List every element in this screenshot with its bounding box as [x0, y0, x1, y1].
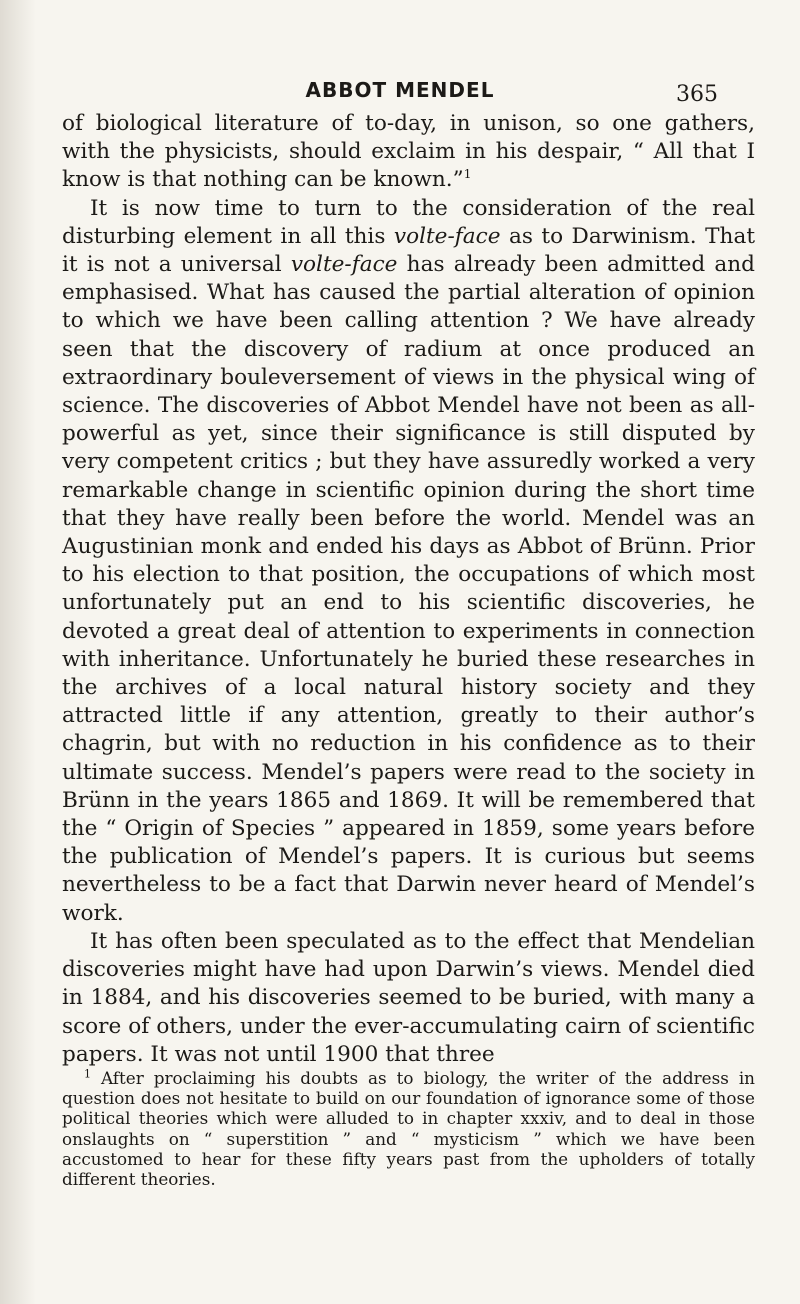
footnote-marker-1: 1: [84, 1067, 91, 1081]
italic-term-volte-face-1: volte-face: [393, 223, 501, 249]
paragraph-2-text-b: as to Darwinism. That it is not a universal: [62, 223, 755, 278]
page-gutter-shadow: [0, 0, 36, 1304]
footnote-1-text: After proclaiming his doubts as to biology, the writer of the address in question does not hesitate to build on our foundation of ignorance some of those political theories which were alluded to in chapter xxxiv, and to deal in those onslaughts on “ superstition ” and “ mysticism ” which we have been accustomed to hear for these fifty years past from the upholders of totally different theories.: [62, 1068, 755, 1190]
footnotes: [62, 1068, 755, 1189]
paragraph-2-text-c: has already been admitted and emphasised. What has caused the partial alteration of opinion to which we have been calling attention ? We have already seen that the discovery of radium at once produced an extraordinary bouleversement of views in the physical wing of science. The discoveries of Abbot Mendel have not been as all-powerful as yet, since their significance is still disputed by very competent critics ; but they have assuredly worked a very remarkable change in scientific opinion during the short time that they have really been before the world. Mendel was an Augustinian monk and ended his days as Abbot of Brünn. Prior to his election to that position, the occupations of which most unfortunately put an end to his scientific discoveries, he devoted a great deal of attention to experiments in connection with inheritance. Unfortunately he buried these researches in the archives of a local natural history society and they attracted little if any attention, greatly to their author’s chagrin, but with no reduction in his confidence as to their ultimate success. Mendel’s papers were read to the society in Brünn in the years 1865 and 1869. It will be remembered that the “ Origin of Species ” appeared in 1859, some years before the publication of Mendel’s papers. It is curious but seems nevertheless to be a fact that Darwin never heard of Mendel’s work.: [62, 252, 755, 926]
paragraph-2-text-a: It is now time to turn to the consideration of the real disturbing element in all this: [62, 195, 755, 249]
body-text: [62, 110, 755, 1069]
paragraph-3: It has often been speculated as to the effect that Mendelian discoveries might have had upon Darwin’s views. Mendel died in 1884, and his discoveries seemed to be buried, with many a score of others, under the ever-accumulating cairn of scientific papers. It was not until 1900 that three: [62, 928, 755, 1067]
page-number: 365: [676, 82, 718, 107]
footnote-1: [62, 1068, 755, 1189]
footnote-reference-1: 1: [463, 167, 472, 182]
running-title: ABBOT MENDEL: [305, 78, 495, 102]
italic-term-volte-face-2: volte-face: [290, 252, 398, 278]
paragraph-2: [62, 195, 755, 928]
paragraph-1-text: of biological literature of to-day, in unison, so one gathers, with the physicists, should exclaim in his despair, “ All that I know is that nothing can be known.”: [62, 111, 755, 193]
paragraph-1: [62, 110, 755, 195]
